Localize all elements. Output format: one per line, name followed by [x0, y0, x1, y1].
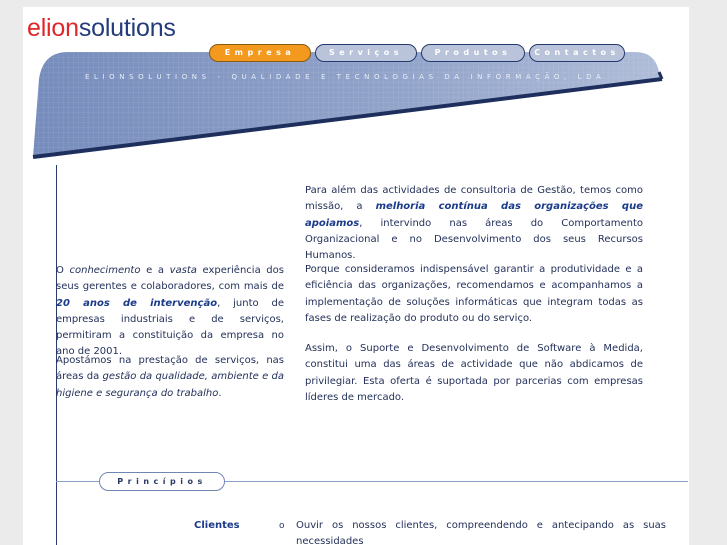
- nav-tab-contactos[interactable]: Contactos: [529, 44, 625, 62]
- nav-tab-empresa[interactable]: Empresa: [209, 44, 311, 62]
- mission-paragraph: [305, 183, 643, 264]
- productivity-paragraph: Porque consideramos indispensável garantir a produtividade e a eficiência das organizações, recomendamos e acompanhamos a implementação de soluções informáticas que integram todas as fases de realização do produto ou do serviço.: [305, 264, 643, 324]
- emphasis-conhecimento: conhecimento: [69, 265, 141, 276]
- bullet-icon: o: [279, 521, 285, 531]
- brand-logo-part-solutions: solutions: [78, 14, 176, 42]
- text-run: experiência dos seus gerentes e colaboradores, com mais de: [56, 265, 284, 293]
- principle-text-clientes: Ouvir os nossos clientes, compreendendo e antecipando as suas necessidades: [296, 520, 666, 545]
- highlight-20-anos: 20 anos de intervenção: [56, 297, 218, 309]
- intro-paragraph-2: [56, 353, 284, 402]
- brand-logo-part-elion: elion: [27, 14, 79, 42]
- principios-section-tab: Princípios: [99, 472, 225, 491]
- emphasis-vasta: vasta: [169, 265, 197, 276]
- company-tagline: ELIONSOLUTIONS - QUALIDADE E TECNOLOGIAS DA INFORMAÇÃO, LDA: [85, 73, 606, 81]
- software-paragraph: Assim, o Suporte e Desenvolvimento de Software à Medida, constitui uma das áreas de actividade que não abdicamos de privilegiar. Esta oferta é suportada por parcerias com empresas líderes de mercado.: [305, 343, 643, 403]
- highlight-melhoria-continua: melhoria contínua das organizações que apoiamos: [305, 201, 643, 229]
- text-run: Apostámos na prestação de serviços, nas áreas da: [56, 355, 284, 383]
- intro-paragraph-1: [56, 263, 284, 361]
- brand-logo[interactable]: [27, 14, 176, 43]
- text-run: , intervindo nas áreas do Comportamento Organizacional e no Desenvolvimento dos seus Recursos Humanos.: [305, 217, 643, 262]
- page-sheet: [23, 7, 689, 545]
- nav-tab-produtos[interactable]: Produtos: [421, 44, 525, 62]
- text-run: e a: [140, 265, 170, 276]
- text-run: , junto de empresas industriais e de serviços, permitiram a constituição da empresa no ano de 2001.: [56, 297, 285, 358]
- emphasis-areas: gestão da qualidade, ambiente e da higiene e segurança do trabalho: [56, 371, 284, 399]
- text-run: Para além das actividades de consultoria de Gestão, temos como missão, a: [305, 185, 643, 213]
- text-run: O: [56, 265, 70, 276]
- text-run: .: [218, 387, 222, 399]
- principle-label-clientes: Clientes: [194, 520, 240, 531]
- nav-tab-servicos[interactable]: Serviços: [315, 44, 417, 62]
